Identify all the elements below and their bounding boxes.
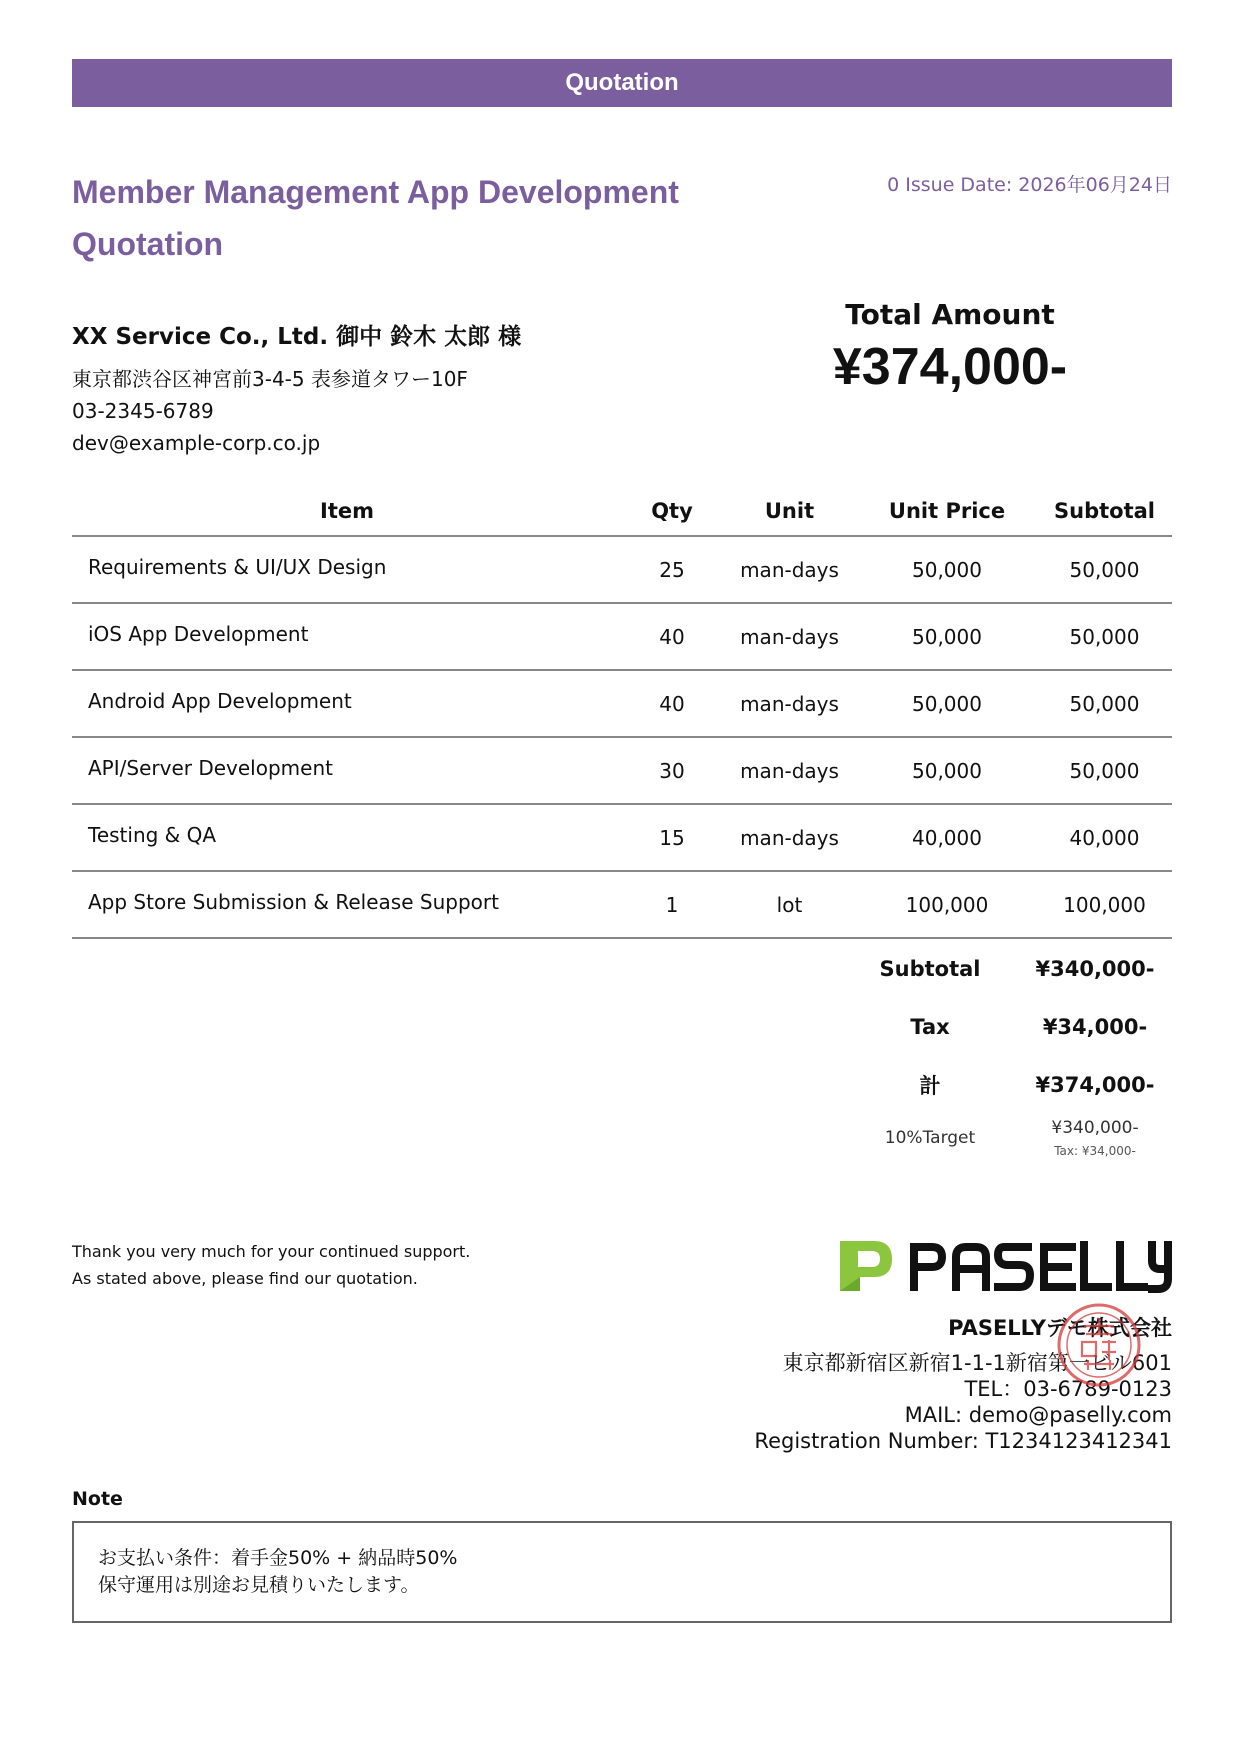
header-item: Item xyxy=(72,486,622,536)
tax-rate-label: 10%Target xyxy=(884,1128,976,1148)
issuer-address: 東京都新宿区新宿1-1-1新宿第一ビル601 xyxy=(782,1351,1172,1375)
issue-date: 0 Issue Date: 2026年06月24日 xyxy=(887,174,1172,196)
table-row xyxy=(72,670,1172,737)
row-item: Requirements & UI/UX Design xyxy=(72,533,622,600)
table-row xyxy=(72,804,1172,871)
table-row xyxy=(72,871,1172,938)
thank-you-message xyxy=(72,1238,470,1292)
thank-you-line1: Thank you very much for your continued support. xyxy=(72,1242,471,1261)
tax-rate-values xyxy=(1020,1118,1170,1158)
document-title xyxy=(72,166,772,270)
table-row xyxy=(72,536,1172,603)
row-subtotal: 50,000 xyxy=(1037,737,1172,804)
subtotal-value: ¥340,000- xyxy=(1035,957,1155,981)
row-qty: 40 xyxy=(622,603,722,670)
grand-total-value: ¥374,000- xyxy=(1035,1073,1155,1097)
row-unit: lot xyxy=(722,871,857,938)
grand-total-label: 計 xyxy=(919,1074,941,1098)
row-item: App Store Submission & Release Support xyxy=(72,868,622,935)
issuer-tel: TEL：03-6789-0123 xyxy=(964,1377,1172,1401)
subtotal-row xyxy=(840,940,1170,998)
row-qty: 25 xyxy=(622,536,722,603)
tax-rate-row xyxy=(840,1118,1170,1158)
summary-block xyxy=(840,940,1170,1158)
document-title-line1: Member Management App Development xyxy=(72,174,679,210)
row-unit: man-days xyxy=(722,737,857,804)
table-row xyxy=(72,737,1172,804)
note-title: Note xyxy=(72,1488,123,1510)
header-unit: Unit xyxy=(722,486,857,536)
row-unit: man-days xyxy=(722,536,857,603)
row-unit-price: 50,000 xyxy=(857,670,1037,737)
row-unit-price: 50,000 xyxy=(857,737,1037,804)
tax-rate-base: ¥340,000- xyxy=(1051,1118,1139,1138)
grand-total-row xyxy=(840,1056,1170,1114)
note-box xyxy=(72,1521,1172,1623)
tax-row xyxy=(840,998,1170,1056)
row-unit-price: 50,000 xyxy=(857,536,1037,603)
row-subtotal: 50,000 xyxy=(1037,603,1172,670)
total-amount-box xyxy=(780,298,1120,397)
thank-you-line2: As stated above, please find our quotation. xyxy=(72,1269,418,1288)
row-unit: man-days xyxy=(722,804,857,871)
total-amount-label: Total Amount xyxy=(845,298,1055,331)
row-unit-price: 40,000 xyxy=(857,804,1037,871)
tax-label: Tax xyxy=(910,1015,950,1039)
row-unit: man-days xyxy=(722,603,857,670)
row-subtotal: 50,000 xyxy=(1037,670,1172,737)
row-qty: 1 xyxy=(622,871,722,938)
row-qty: 15 xyxy=(622,804,722,871)
row-subtotal: 100,000 xyxy=(1037,871,1172,938)
tax-value: ¥34,000- xyxy=(1042,1015,1148,1039)
row-subtotal: 40,000 xyxy=(1037,804,1172,871)
client-phone: 03-2345-6789 xyxy=(72,399,214,423)
header-qty: Qty xyxy=(622,486,722,536)
client-block xyxy=(72,318,692,459)
issuer-registration: Registration Number: T1234123412341 xyxy=(754,1429,1172,1453)
row-unit-price: 50,000 xyxy=(857,603,1037,670)
paselly-logo-icon xyxy=(838,1235,1172,1295)
note-line1: お支払い条件：着手金50% + 納品時50% xyxy=(98,1547,458,1569)
row-unit-price: 100,000 xyxy=(857,871,1037,938)
row-item: iOS App Development xyxy=(72,600,622,667)
document-title-line2: Quotation xyxy=(72,226,224,262)
client-name: XX Service Co., Ltd. 御中 鈴木 太郎 様 xyxy=(72,324,522,350)
client-email: dev@example-corp.co.jp xyxy=(72,431,321,455)
issuer-name: PASELLYデモ株式会社 xyxy=(948,1316,1172,1340)
row-qty: 40 xyxy=(622,670,722,737)
total-amount-value: ¥374,000- xyxy=(832,338,1068,396)
subtotal-label: Subtotal xyxy=(879,957,981,981)
header-unit-price: Unit Price xyxy=(857,486,1037,536)
row-unit: man-days xyxy=(722,670,857,737)
client-address: 東京都渋谷区神宮前3-4-5 表参道タワー10F xyxy=(72,367,468,391)
row-subtotal: 50,000 xyxy=(1037,536,1172,603)
issuer-mail: MAIL: demo@paselly.com xyxy=(904,1403,1172,1427)
line-items-table xyxy=(72,486,1172,939)
company-seal-stamp xyxy=(1056,1302,1142,1388)
header-subtotal: Subtotal xyxy=(1037,486,1172,536)
row-item: API/Server Development xyxy=(72,734,622,801)
table-header-row xyxy=(72,486,1172,536)
row-qty: 30 xyxy=(622,737,722,804)
row-item: Testing & QA xyxy=(72,801,622,868)
row-item: Android App Development xyxy=(72,667,622,734)
table-row xyxy=(72,603,1172,670)
document-banner: Quotation xyxy=(72,59,1172,107)
tax-rate-amount: Tax: ¥34,000- xyxy=(1054,1144,1136,1158)
note-line2: 保守運用は別途お見積りいたします。 xyxy=(98,1574,420,1596)
